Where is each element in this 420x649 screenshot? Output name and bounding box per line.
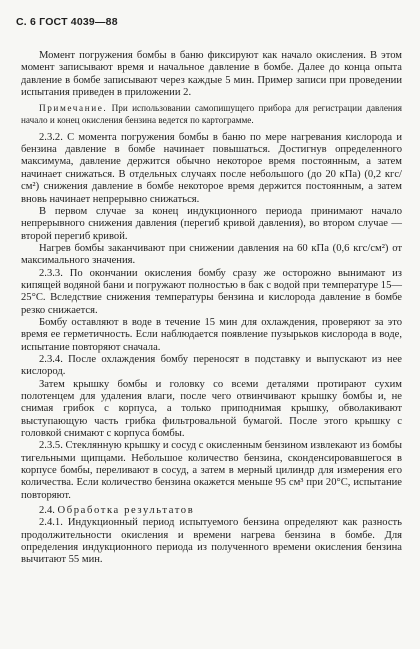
section-title: Обработка результатов [57,505,195,517]
note-text: При использовании самопишущего прибора для регистрации давления начало и конец окисления бензина ведется по картограмме. [21,103,402,125]
paragraph: Затем крышку бомбы и головку со всеми деталями протирают сухим полотенцем для удаления влаги, после чего отвинчивают крышку бомбы и, не снимая грибок с корпуса, а только приподнимая крышку, обволакивают выступающую часть грибка фильтровальной бумагой. После этого крышку с головкой снимают с корпуса бомбы. [21,378,402,440]
paragraph: В первом случае за конец индукционного периода принимают начало непрерывного снижения давления (перегиб кривой давления), во втором случае — второй перегиб кривой. [21,205,402,242]
note [21,103,402,125]
note-label: Примечание. [39,103,108,114]
paragraph: 2.3.4. После охлаждения бомбу переносят в подставку и выпускают из нее кислород. [21,353,402,378]
page-header: С. 6 ГОСТ 4039—88 [16,16,118,28]
paragraph: Нагрев бомбы заканчивают при снижении давления на 60 кПа (0,6 кгс/см²) от максимального значения. [21,242,402,267]
paragraph: 2.3.3. По окончании окисления бомбу сразу же осторожно вынимают из кипящей водяной бани и погружают полностью в бак с водой при температуре 15—25°С. Вследствие снижения температуры бензина и кислорода давление в бомбе резко снижается. [21,267,402,316]
paragraph: 2.3.2. С момента погружения бомбы в баню по мере нагревания кислорода и бензина давление в бомбе начинает повышаться. Достигнув определенного максимума, давление держится обычно некоторое время постоянным, а затем начинает снижаться. В отдельных случаях после небольшого (до 20 кПа) (0,2 кгс/см²) снижения давление в бомбе некоторое время держится постоянным, а затем вновь начинает непрерывно снижаться. [21,131,402,205]
section-heading [21,505,402,517]
document-body [21,50,402,567]
paragraph: 2.4.1. Индукционный период испытуемого бензина определяют как разность продолжительности окисления и времени нагрева бензина в бомбе. Для определения индукционного периода из полученного времени окисления бензина вычитают 55 мин. [21,517,402,566]
section-number: 2.4. [39,505,55,517]
paragraph: Бомбу оставляют в воде в течение 15 мин для охлаждения, проверяют за это время ее герметичность. Если наблюдается появление пузырьков кислорода в воде, испытание повторяют сначала. [21,316,402,353]
paragraph: Момент погружения бомбы в баню фиксируют как начало окисления. В этом момент записывают время и начальное давление в бомбе. Далее до конца опыта давление в бомбе записывают через каждые 5 мин. Пример записи при проведении испытания приведен в приложении 2. [21,50,402,99]
paragraph: 2.3.5. Стеклянную крышку и сосуд с окисленным бензином извлекают из бомбы тигельными щипцами. Небольшое количество бензина, сконденсировавшегося в корпусе бомбы, переливают в сосуд, а затем в мерный цилиндр для измерения его количества. Если количество бензина окажется меньше 95 см³ при 20°С, испытание повторяют. [21,440,402,501]
